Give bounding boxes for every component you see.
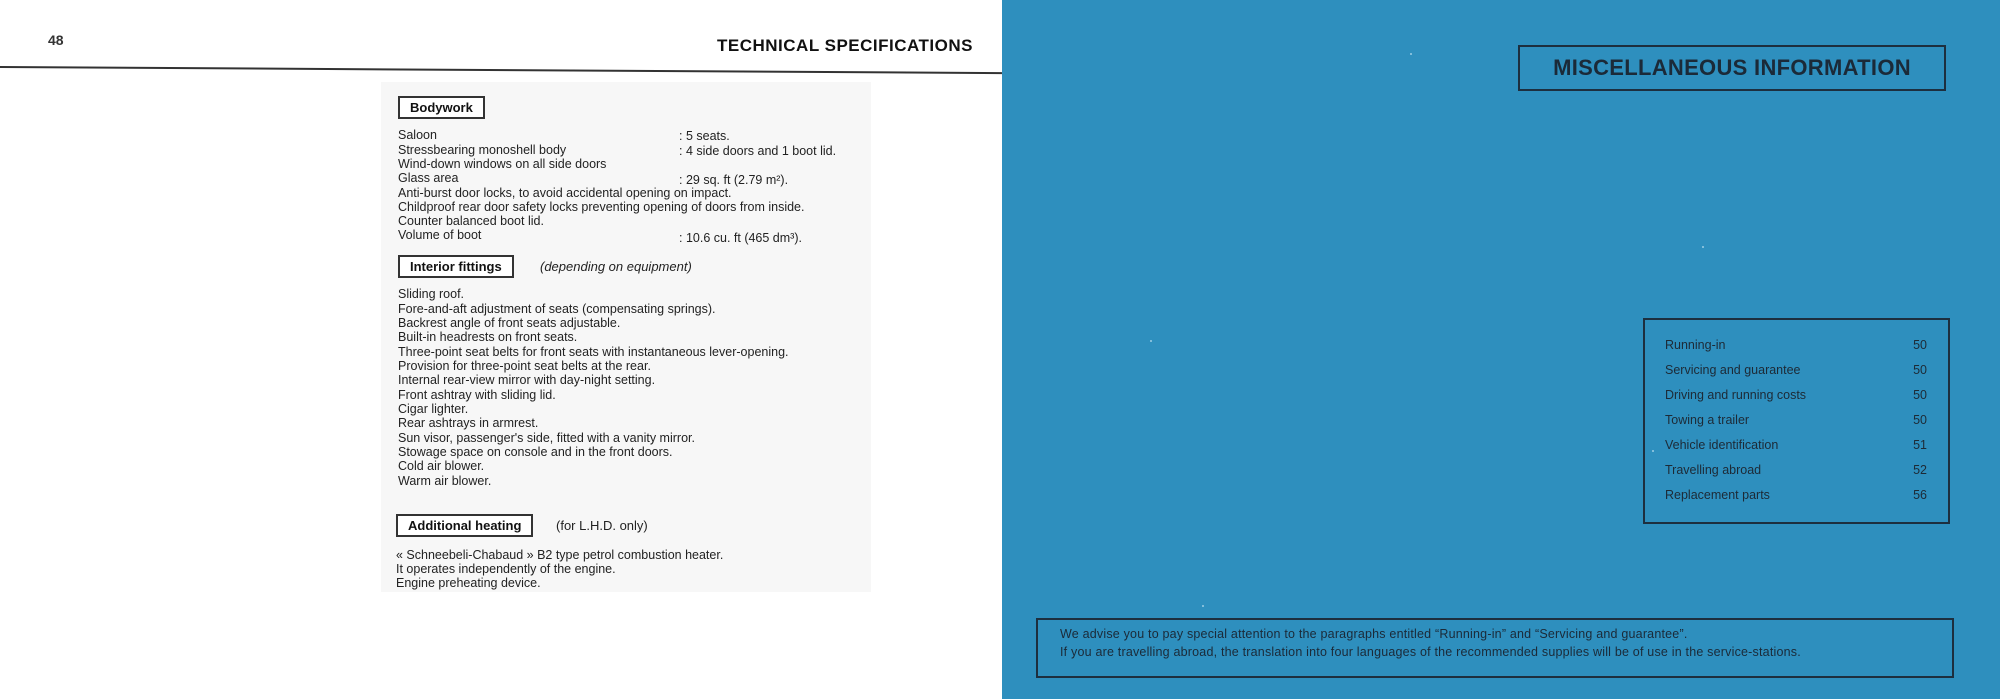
bodywork-row-value: : 29 sq. ft (2.79 m²). bbox=[679, 173, 789, 187]
bodywork-row-value: : 5 seats. bbox=[679, 129, 730, 143]
toc-row[interactable] bbox=[1665, 363, 1927, 383]
bodywork-row-label: Wind-down windows on all side doors bbox=[398, 157, 607, 171]
bodywork-row-label: Counter balanced boot lid. bbox=[398, 214, 544, 228]
contents-box bbox=[1643, 318, 1950, 524]
print-speck bbox=[1150, 340, 1152, 342]
bodywork-row-label: Saloon bbox=[398, 128, 437, 142]
print-speck bbox=[1702, 246, 1704, 248]
bodywork-row-label: Stressbearing monoshell body bbox=[398, 143, 567, 157]
toc-label: Replacement parts bbox=[1665, 488, 1770, 502]
toc-page-number: 50 bbox=[1913, 388, 1927, 402]
toc-row[interactable] bbox=[1665, 413, 1927, 433]
toc-page-number: 52 bbox=[1913, 463, 1927, 477]
interior-line: Warm air blower. bbox=[398, 474, 492, 488]
bodywork-row-value: : 10.6 cu. ft (465 dm³). bbox=[679, 231, 802, 245]
toc-page-number: 56 bbox=[1913, 488, 1927, 502]
advice-line: If you are travelling abroad, the translation into four languages of the recommended supplies will be of use in the service-stations. bbox=[1060, 645, 1801, 659]
advice-line: We advise you to pay special attention to the paragraphs entitled “Running-in” and “Servicing and guarantee”. bbox=[1060, 627, 1688, 641]
page-number: 48 bbox=[48, 32, 64, 48]
toc-row[interactable] bbox=[1665, 488, 1927, 508]
interior-fittings-heading: Interior fittings bbox=[398, 255, 514, 278]
interior-line: Stowage space on console and in the front doors. bbox=[398, 445, 673, 459]
toc-label: Travelling abroad bbox=[1665, 463, 1762, 477]
bodywork-row-label: Glass area bbox=[398, 171, 459, 185]
toc-row[interactable] bbox=[1665, 388, 1927, 408]
heating-line: It operates independently of the engine. bbox=[396, 562, 616, 576]
header-rule bbox=[0, 66, 1002, 74]
toc-row[interactable] bbox=[1665, 438, 1927, 458]
toc-label: Driving and running costs bbox=[1665, 388, 1807, 402]
heating-line: Engine preheating device. bbox=[396, 576, 541, 590]
interior-line: Rear ashtrays in armrest. bbox=[398, 416, 539, 430]
interior-fittings-note: (depending on equipment) bbox=[540, 259, 692, 274]
additional-heating-heading: Additional heating bbox=[396, 514, 533, 537]
interior-line: Sun visor, passenger's side, fitted with a vanity mirror. bbox=[398, 431, 695, 445]
toc-page-number: 50 bbox=[1913, 413, 1927, 427]
toc-label: Servicing and guarantee bbox=[1665, 363, 1801, 377]
interior-line: Provision for three-point seat belts at the rear. bbox=[398, 359, 651, 373]
additional-heating-note: (for L.H.D. only) bbox=[556, 518, 648, 533]
interior-line: Three-point seat belts for front seats with instantaneous lever-opening. bbox=[398, 345, 789, 359]
interior-line: Front ashtray with sliding lid. bbox=[398, 388, 556, 402]
toc-row[interactable] bbox=[1665, 338, 1927, 358]
misc-title-box bbox=[1518, 45, 1946, 91]
toc-page-number: 51 bbox=[1913, 438, 1927, 452]
toc-page-number: 50 bbox=[1913, 338, 1927, 352]
print-speck bbox=[1410, 53, 1412, 55]
bodywork-heading: Bodywork bbox=[398, 96, 485, 119]
interior-line: Built-in headrests on front seats. bbox=[398, 330, 578, 344]
bodywork-row-label: Anti-burst door locks, to avoid accidental opening on impact. bbox=[398, 186, 732, 200]
interior-line: Internal rear-view mirror with day-night setting. bbox=[398, 373, 656, 387]
toc-label: Running-in bbox=[1665, 338, 1726, 352]
heating-line: « Schneebeli-Chabaud » B2 type petrol combustion heater. bbox=[396, 548, 724, 562]
interior-line: Cold air blower. bbox=[398, 459, 485, 473]
bodywork-row-label: Volume of boot bbox=[398, 228, 482, 242]
toc-page-number: 50 bbox=[1913, 363, 1927, 377]
advice-box bbox=[1036, 618, 1954, 678]
toc-label: Vehicle identification bbox=[1665, 438, 1779, 452]
toc-label: Towing a trailer bbox=[1665, 413, 1750, 427]
interior-line: Backrest angle of front seats adjustable. bbox=[398, 316, 621, 330]
page-heading: TECHNICAL SPECIFICATIONS bbox=[717, 36, 973, 55]
bodywork-row-label: Childproof rear door safety locks preventing opening of doors from inside. bbox=[398, 200, 805, 214]
spec-content bbox=[381, 82, 871, 592]
misc-title: MISCELLANEOUS INFORMATION bbox=[1553, 55, 1911, 80]
right-page bbox=[1002, 0, 2000, 699]
interior-line: Sliding roof. bbox=[398, 287, 465, 301]
toc-row[interactable] bbox=[1665, 463, 1927, 483]
interior-line: Cigar lighter. bbox=[398, 402, 469, 416]
interior-line: Fore-and-aft adjustment of seats (compensating springs). bbox=[398, 302, 716, 316]
print-speck bbox=[1202, 605, 1204, 607]
bodywork-row-value: : 4 side doors and 1 boot lid. bbox=[679, 144, 837, 158]
